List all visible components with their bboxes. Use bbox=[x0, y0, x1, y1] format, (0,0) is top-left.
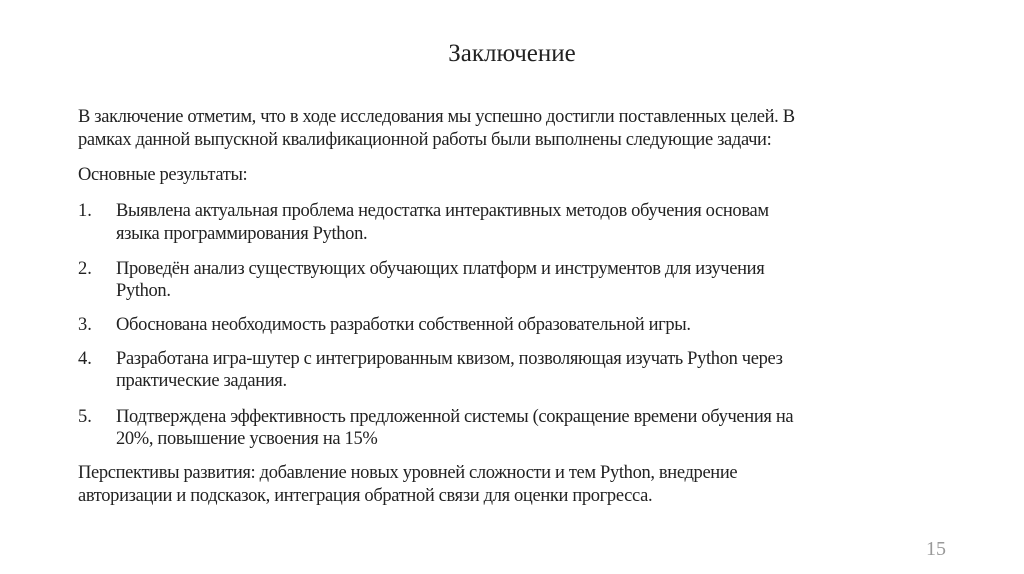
list-number: 4. bbox=[78, 349, 92, 369]
list-item-line: Проведён анализ существующих обучающих платформ и инструментов для изучения bbox=[116, 259, 765, 279]
list-number: 2. bbox=[78, 259, 92, 279]
list-number: 3. bbox=[78, 315, 92, 335]
list-number: 5. bbox=[78, 407, 92, 427]
intro-line: рамках данной выпускной квалификационной работы были выполнены следующие задачи: bbox=[78, 130, 772, 150]
perspectives-line: Перспективы развития: добавление новых уровней сложности и тем Python, внедрение bbox=[78, 463, 738, 483]
list-item-line: языка программирования Python. bbox=[116, 224, 368, 244]
page-number: 15 bbox=[926, 538, 946, 560]
list-item-line: Python. bbox=[116, 281, 171, 301]
list-item-line: Подтверждена эффективность предложенной системы (сокращение времени обучения на bbox=[116, 407, 794, 427]
intro-line: В заключение отметим, что в ходе исследования мы успешно достигли поставленных целей. В bbox=[78, 107, 795, 127]
list-item-line: Обоснована необходимость разработки собственной образовательной игры. bbox=[116, 315, 691, 335]
list-item-line: Выявлена актуальная проблема недостатка интерактивных методов обучения основам bbox=[116, 201, 769, 221]
list-item-line: Разработана игра-шутер с интегрированным квизом, позволяющая изучать Python через bbox=[116, 349, 783, 369]
slide-title: Заключение bbox=[448, 40, 576, 67]
results-heading: Основные результаты: bbox=[78, 165, 248, 185]
list-item-line: 20%, повышение усвоения на 15% bbox=[116, 429, 378, 449]
list-number: 1. bbox=[78, 201, 92, 221]
list-item-line: практические задания. bbox=[116, 371, 287, 391]
perspectives-line: авторизации и подсказок, интеграция обратной связи для оценки прогресса. bbox=[78, 486, 653, 506]
